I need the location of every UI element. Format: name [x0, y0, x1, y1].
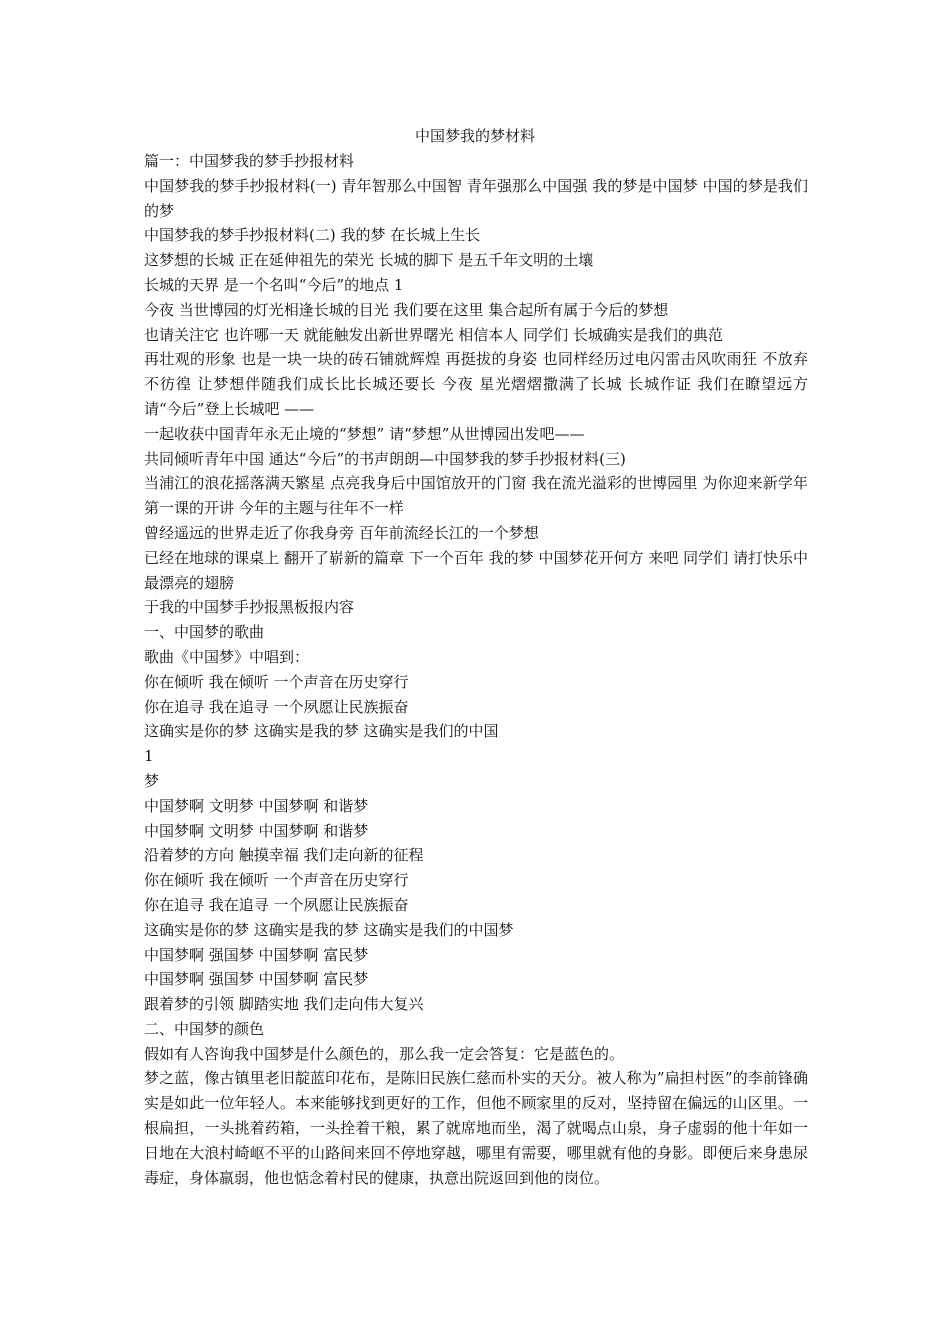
- body-paragraph: 已经在地球的课桌上 翻开了崭新的篇章 下一个百年 我的梦 中国梦花开何方 来吧 同学们 请打快乐中最漂亮的翅膀: [144, 548, 808, 592]
- body-paragraph: 你在倾听 我在倾听 一个声音在历史穿行: [144, 871, 409, 890]
- body-paragraph: 共同倾听青年中国 通达“今后”的书声朗朗—中国梦我的梦手抄报材料(三): [144, 449, 626, 468]
- body-paragraph: 当浦江的浪花摇落满天繁星 点亮我身后中国馆放开的门窗 我在流光溢彩的世博园里 为你迎来新学年第一课的开讲 今年的主题与往年不一样: [144, 474, 808, 518]
- body-paragraph: 你在追寻 我在追寻 一个夙愿让民族振奋: [144, 895, 409, 914]
- body-paragraph: 梦之蓝，像古镇里老旧靛蓝印花布，是陈旧民族仁慈而朴实的天分。被人称为”扁担村医”的李前锋确实是如此一位年轻人。本来能够找到更好的工作，但他不顾家里的反对，坚持留在偏远的山区里。一根扁担，一头挑着药箱，一头拴着干粮，累了就席地而坐，渴了就喝点山泉，身子虚弱的他十年如一日地在大浪村崎岖不平的山路间来回不停地穿越，哪里有需要，哪里就有他的身影。即便后来身患尿毒症，身体羸弱，他也惦念着村民的健康，执意出院返回到他的岗位。: [144, 1069, 808, 1187]
- body-paragraph: 一起收获中国青年永无止境的“梦想” 请“梦想”从世博园出发吧——: [144, 424, 585, 443]
- body-paragraph: 今夜 当世博园的灯光相逢长城的目光 我们要在这里 集合起所有属于今后的梦想: [144, 300, 669, 319]
- document-body: [144, 149, 808, 1190]
- body-paragraph: 长城的天界 是一个名叫“今后”的地点 1: [144, 275, 404, 294]
- body-paragraph: 再壮观的形象 也是一块一块的砖石铺就辉煌 再挺拔的身姿 也同样经历过电闪雷击风吹雨狂 不放弃不彷徨 让梦想伴随我们成长比长城还要长 今夜 星光熠熠撒满了长城 长城作证 我们在瞭望远方 请“今后”登上长城吧 ——: [144, 350, 808, 418]
- body-paragraph: 中国梦啊 强国梦 中国梦啊 富民梦: [144, 945, 369, 964]
- body-paragraph: 歌曲《中国梦》中唱到：: [144, 647, 310, 666]
- body-paragraph: 跟着梦的引领 脚踏实地 我们走向伟大复兴: [144, 995, 424, 1014]
- body-paragraph: 中国梦啊 文明梦 中国梦啊 和谐梦: [144, 821, 369, 840]
- body-paragraph: 于我的中国梦手抄报黑板报内容: [144, 598, 355, 617]
- body-paragraph: 1: [144, 747, 154, 766]
- body-paragraph: 假如有人咨询我中国梦是什么颜色的，那么我一定会答复：它是蓝色的。: [144, 1044, 625, 1063]
- body-paragraph: 你在倾听 我在倾听 一个声音在历史穿行: [144, 672, 409, 691]
- body-paragraph: 篇一：中国梦我的梦手抄报材料: [144, 152, 355, 170]
- body-paragraph: 梦: [144, 771, 160, 790]
- body-paragraph: 曾经遥远的世界走近了你我身旁 百年前流经长江的一个梦想: [144, 523, 539, 542]
- body-paragraph: 这确实是你的梦 这确实是我的梦 这确实是我们的中国梦: [144, 920, 514, 939]
- body-paragraph: 也请关注它 也许哪一天 就能触发出新世界曙光 相信本人 同学们 长城确实是我们的典范: [144, 325, 723, 344]
- body-paragraph: 这梦想的长城 正在延伸祖先的荣光 长城的脚下 是五千年文明的土壤: [144, 251, 594, 270]
- body-paragraph: 中国梦啊 文明梦 中国梦啊 和谐梦: [144, 796, 369, 815]
- document-title: 中国梦我的梦材料: [414, 127, 535, 145]
- body-paragraph: 这确实是你的梦 这确实是我的梦 这确实是我们的中国: [144, 722, 499, 741]
- body-paragraph: 你在追寻 我在追寻 一个夙愿让民族振奋: [144, 697, 409, 716]
- body-paragraph: 一、中国梦的歌曲: [144, 623, 265, 642]
- body-paragraph: 沿着梦的方向 触摸幸福 我们走向新的征程: [144, 846, 424, 865]
- body-paragraph: 中国梦我的梦手抄报材料(一) 青年智那么中国智 青年强那么中国强 我的梦是中国梦 中国的梦是我们的梦: [144, 176, 808, 220]
- body-paragraph: 中国梦我的梦手抄报材料(二) 我的梦 在长城上生长: [144, 226, 481, 245]
- body-paragraph: 二、中国梦的颜色: [144, 1019, 265, 1038]
- body-paragraph: 中国梦啊 强国梦 中国梦啊 富民梦: [144, 970, 369, 989]
